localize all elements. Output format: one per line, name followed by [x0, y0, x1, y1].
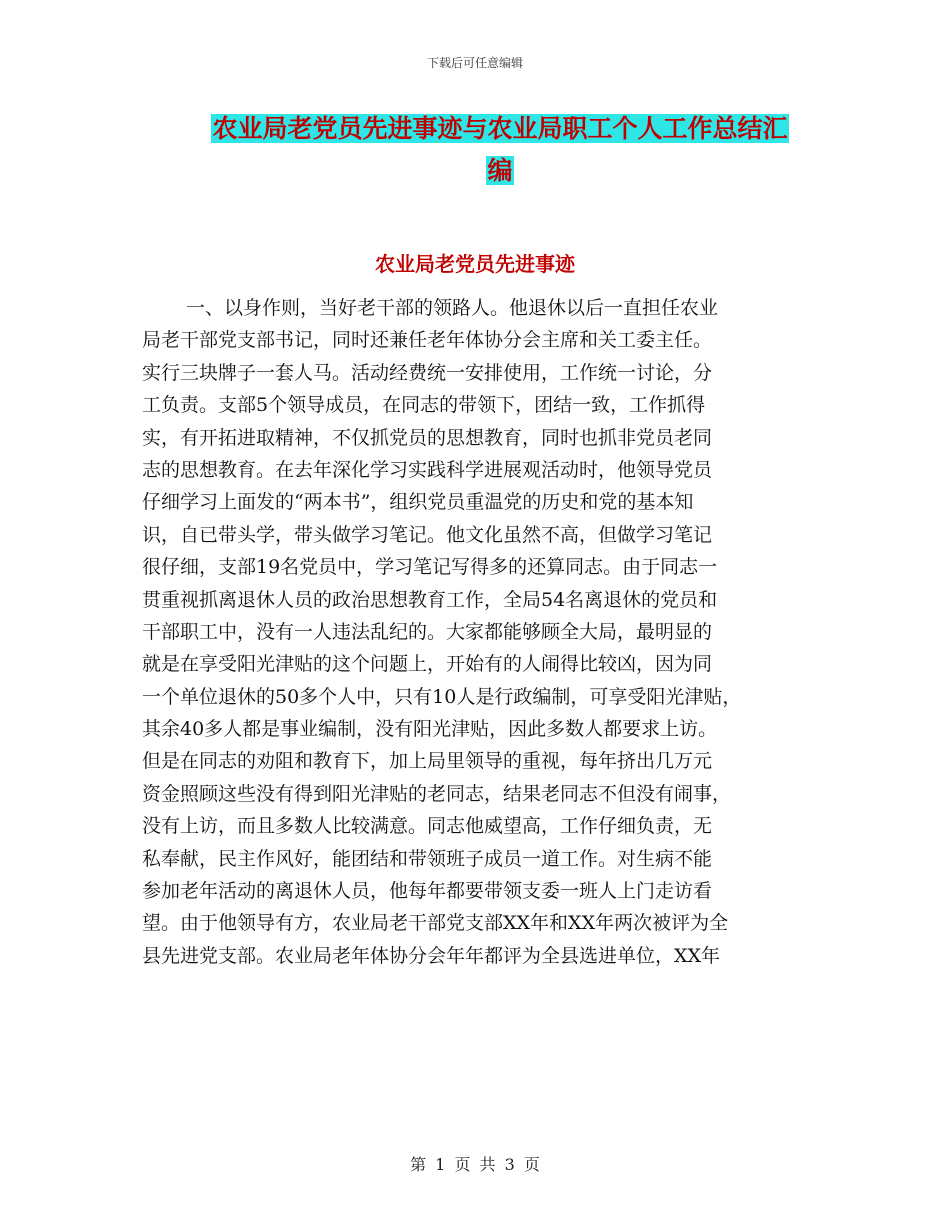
page-footer: 第 1 页 共 3 页 — [410, 1155, 540, 1174]
body-line: 其余40多人都是事业编制，没有阳光津贴，因此多数人都要求上访。 — [142, 718, 718, 741]
header-note: 下载后可任意编辑 — [426, 56, 523, 70]
document-title-line-1: 农业局老党员先进事迹与农业局职工个人工作总结汇 — [212, 114, 788, 143]
body-line: 私奉献，民主作风好，能团结和带领班子成员一道工作。对生病不能 — [142, 847, 713, 870]
body-line: 很仔细，支部19名党员中，学习笔记写得多的还算同志。由于同志一 — [142, 556, 718, 579]
body-line: 但是在同志的劝阻和教育下，加上局里领导的重视，每年挤出几万元 — [142, 750, 713, 773]
body-line: 贯重视抓离退休人员的政治思想教育工作，全局54名离退休的党员和 — [142, 588, 718, 611]
body-line: 就是在享受阳光津贴的这个问题上，开始有的人闹得比较凶，因为同 — [142, 653, 713, 676]
document-title-line-2: 编 — [487, 156, 513, 185]
body-line: 干部职工中，没有一人违法乱纪的。大家都能够顾全大局，最明显的 — [142, 620, 713, 643]
body-line: 望。由于他领导有方，农业局老干部党支部XX年和XX年两次被评为全 — [142, 912, 729, 935]
body-line: 工负责。支部5个领导成员，在同志的带领下，团结一致，工作抓得 — [142, 394, 706, 417]
document-title — [180, 108, 820, 192]
body-line: 参加老年活动的离退休人员，他每年都要带领支委一班人上门走访看 — [142, 880, 713, 903]
body-line: 仔细学习上面发的“两本书”，组织党员重温党的历史和党的基本知 — [142, 491, 694, 514]
body-line: 实，有开拓进取精神，不仅抓党员的思想教育，同时也抓非党员老同 — [142, 426, 713, 449]
body-line: 实行三块牌子一套人马。活动经费统一安排使用，工作统一讨论，分 — [142, 361, 713, 384]
body-line: 识，自已带头学，带头做学习笔记。他文化虽然不高，但做学习笔记 — [142, 523, 713, 546]
body-text — [142, 292, 824, 972]
section-title: 农业局老党员先进事迹 — [375, 252, 575, 276]
body-line: 县先进党支部。农业局老年体协分会年年都评为全县选进单位，XX年 — [142, 944, 721, 967]
body-line: 资金照顾这些没有得到阳光津贴的老同志，结果老同志不但没有闹事， — [142, 782, 732, 805]
body-line: 没有上访，而且多数人比较满意。同志他威望高，工作仔细负责，无 — [142, 815, 713, 838]
body-line: 志的思想教育。在去年深化学习实践科学进展观活动时，他领导党员 — [142, 458, 713, 481]
body-line: 局老干部党支部书记，同时还兼任老年体协分会主席和关工委主任。 — [142, 329, 713, 352]
body-line: 一个单位退休的50多个人中，只有10人是行政编制，可享受阳光津贴， — [142, 685, 742, 708]
body-line: 一、以身作则，当好老干部的领路人。他退休以后一直担任农业 — [186, 297, 719, 319]
